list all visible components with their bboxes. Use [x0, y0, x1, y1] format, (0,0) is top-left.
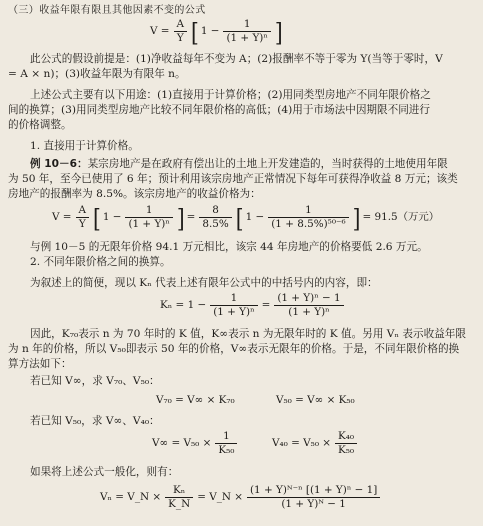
section-heading: （三）收益年限有限且其他因素不变的公式 — [8, 5, 206, 16]
item1-title: 1. 直接用于计算价格。 — [30, 140, 139, 152]
formula-case-1b: V₅₀ = V∞ × K₅₀ — [276, 394, 355, 406]
formula-finite-years: V = $\frac{A}{Y}$ [ 1 − $\frac{1}{\text{(1 + Y)ⁿ}}$ ] — [150, 16, 283, 47]
para-uses-1: 上述公式主要有以下用途：(1)直接用于计算价格；(2)用同类型房地产不同年限价格之 — [30, 89, 431, 101]
item2-title: 2. 不同年限价格之间的换算。 — [30, 256, 171, 268]
para-uses-2: 间的换算；(3)用同类型房地产比较不同年限价格的高低；(4)用于市场法中因期限不同进行 — [8, 104, 430, 116]
para-thus-3: 算方法如下： — [8, 358, 72, 370]
formula-kn: Kₙ = 1 − $\frac{1}{\text{(1 + Y)ⁿ}}$ = $\frac{\text{(1 + Y)ⁿ − 1}}{\text{(1 + Y)ⁿ}}$ — [160, 292, 346, 319]
formula-general: Vₙ = V_N × $\frac{\text{Kₙ}}{K\_N}$ = V_N × $\frac{\text{(1 + Y)ᴺ⁻ⁿ [(1 + Y)ⁿ − 1]}}{\text{(1 + Y)ᴺ − 1}}$ — [100, 484, 382, 511]
para-thus-1: 因此，K₇₀表示 n 为 70 年时的 K 值，K∞表示 n 为无限年时的 K 值。另用 Vₙ 表示收益年限 — [30, 328, 466, 340]
formula-case-2b: V₄₀ = V₅₀ × $\frac{\text{K₄₀}}{\text{K₅₀}}$ — [272, 430, 359, 457]
para-assumptions-2: = A × n)；(3)收益年限为有限年 n。 — [8, 68, 186, 80]
example-line-3: 房地产的报酬率为 8.5%。该宗房地产的收益价格为： — [8, 188, 261, 200]
para-kn: 为叙述上的简便，现以 Kₙ 代表上述有限年公式中的中括号内的内容，即： — [30, 277, 378, 289]
example-line-2: 为 50 年，至今已使用了 6 年；预计利用该宗房地产正常情况下每年可获得净收益 8 万元；该类 — [8, 173, 458, 185]
general-line: 如果将上述公式一般化，则有： — [30, 466, 179, 478]
case-1: 若已知 V∞，求 V₇₀、V₅₀： — [30, 375, 160, 387]
case-2: 若已知 V₅₀，求 V∞、V₄₀： — [30, 415, 160, 427]
formula-case-1a: V₇₀ = V∞ × K₇₀ — [156, 394, 235, 406]
para-uses-3: 的价格调整。 — [8, 119, 72, 131]
formula-example-calc: V = $\frac{A}{Y}$ [ 1 − $\frac{1}{\text{(1 + Y)ⁿ}}$ ] = $\frac{8}{8.5\%}$ [ 1 − $\frac{1}{\text{(1 + 8.5\%)⁵⁰⁻⁶}}$ ] = 91.5（万元） — [52, 202, 440, 233]
compare-line: 与例 10－5 的无限年价格 94.1 万元相比，该宗 44 年房地产的价格要低 2.6 万元。 — [30, 241, 428, 253]
para-assumptions-1: 此公式的假设前提是：(1)净收益每年不变为 A；(2)报酬率不等于零为 Y(当等于零时，V — [30, 53, 443, 65]
example-line-1: 例 10－6：某宗房地产是在政府有偿出让的土地上开发建造的，当时获得的土地使用年限 — [30, 158, 448, 170]
formula-case-2a: V∞ = V₅₀ × $\frac{1}{\text{K₅₀}}$ — [152, 430, 239, 457]
para-thus-2: 为 n 年的价格，所以 V₅₀即表示 50 年的价格，V∞表示无限年的价格。于是，不同年限价格的换 — [8, 343, 460, 355]
